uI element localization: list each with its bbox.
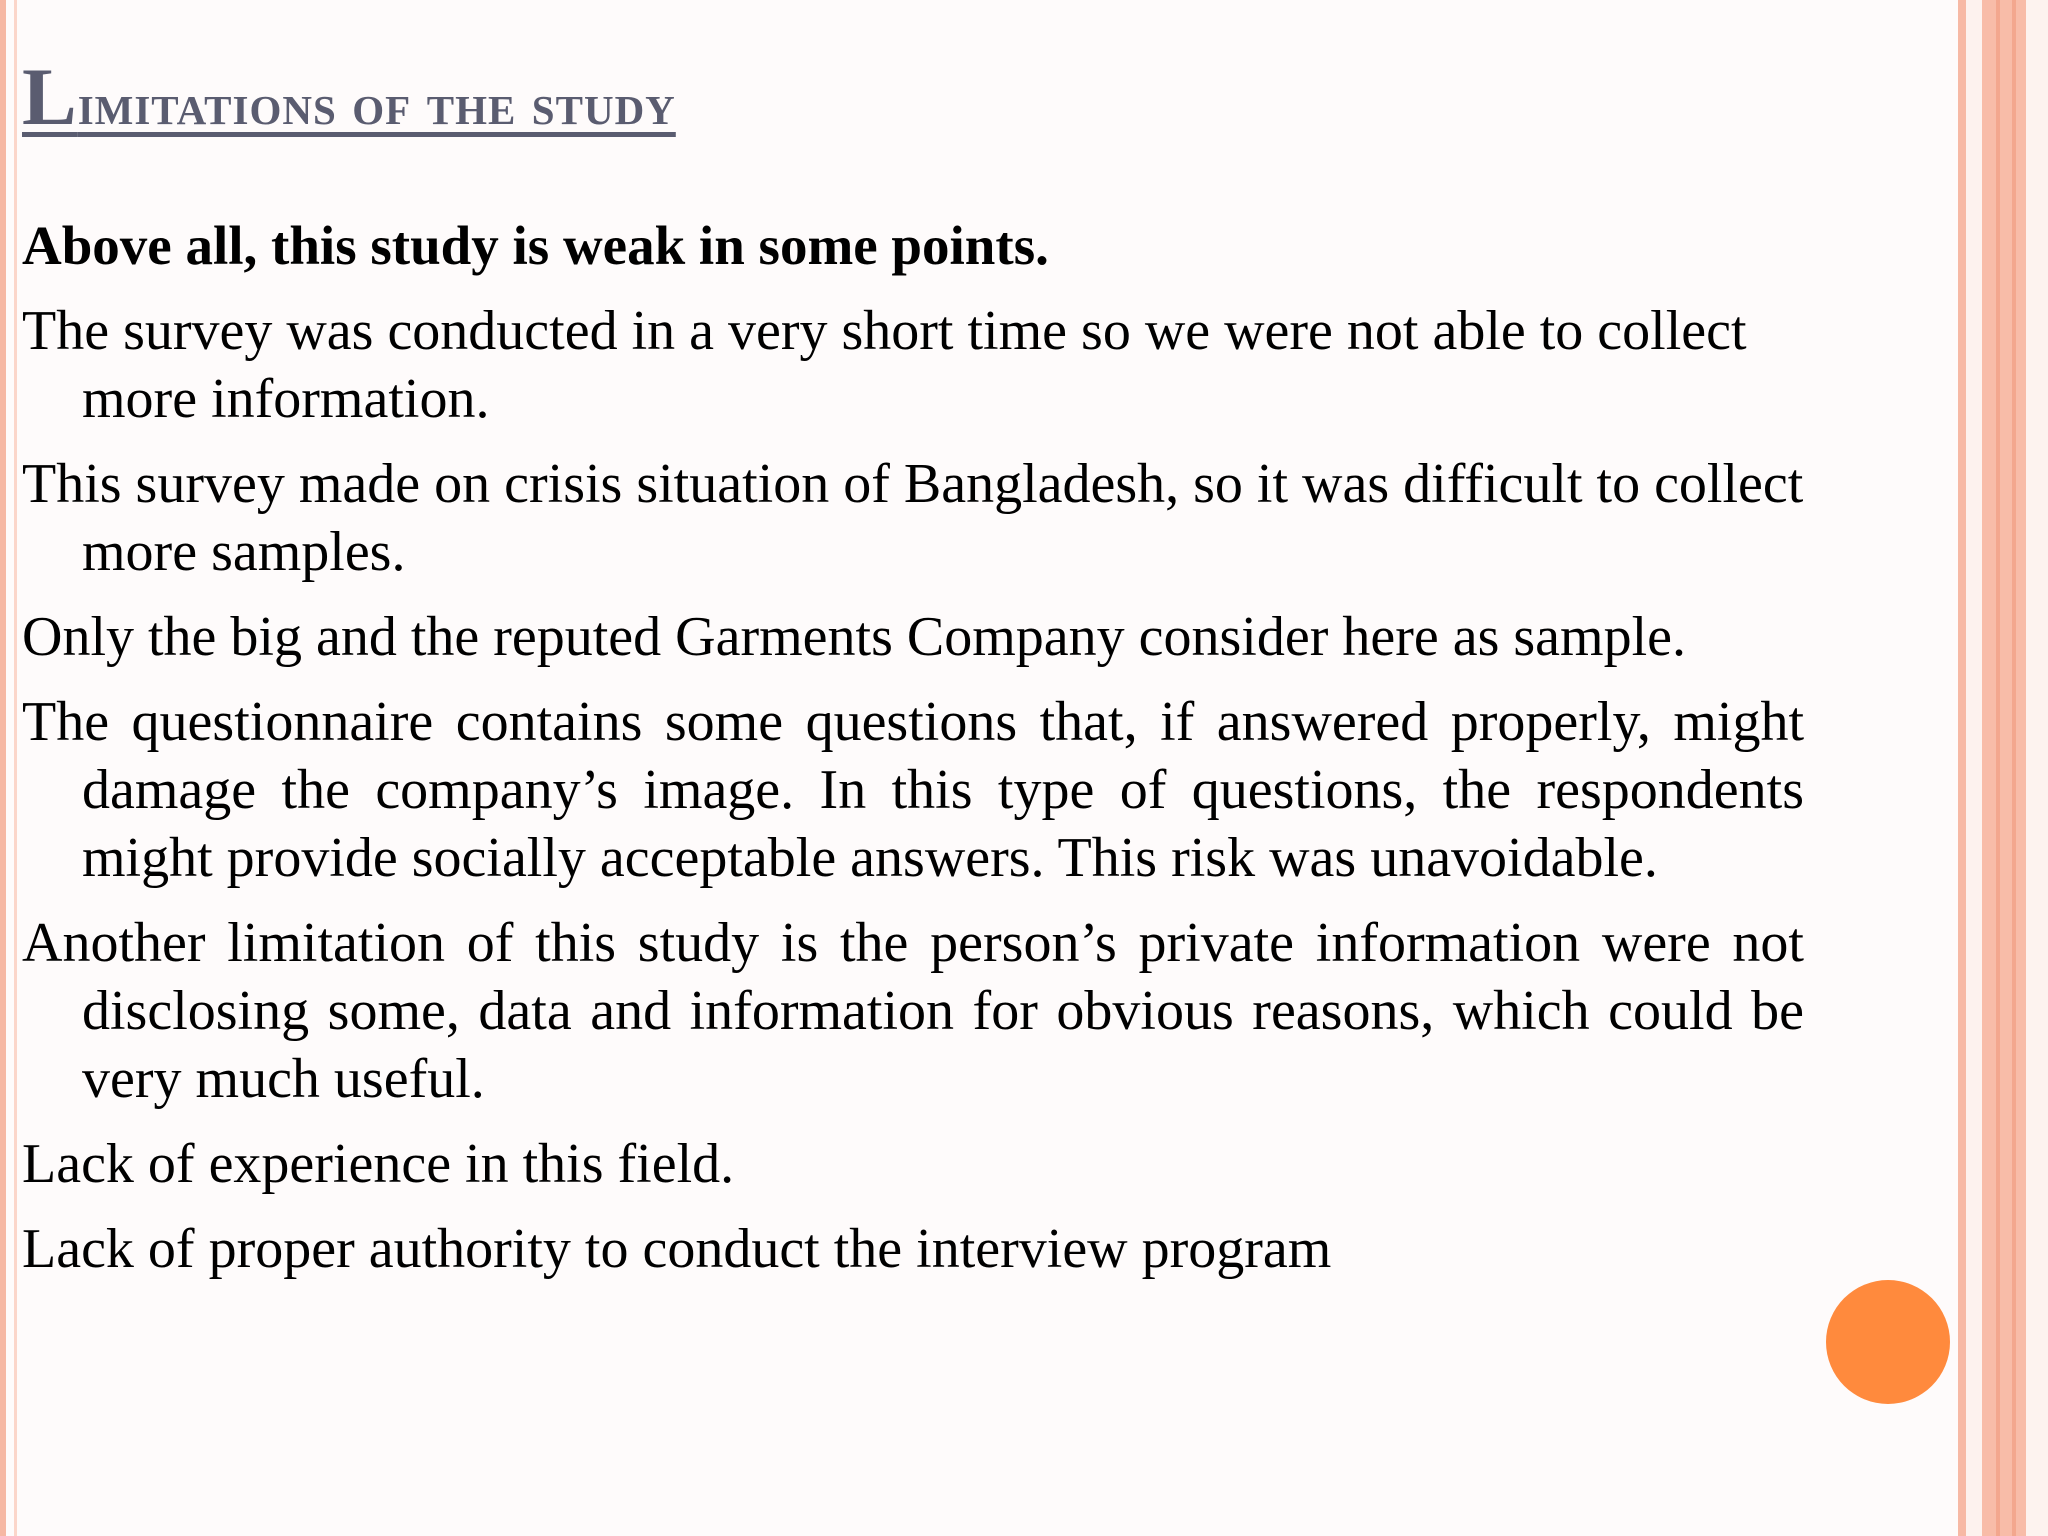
slide-title-rest: imitations of the study	[77, 72, 676, 137]
right-border-edge	[2026, 0, 2048, 1536]
right-border-band	[1982, 0, 2026, 1536]
left-border-inner-stripe	[14, 0, 17, 1536]
lead-statement: Above all, this study is weak in some points.	[22, 215, 1049, 276]
limitation-point-5: Another limitation of this study is the person’s private information were not disclosing some, data and information for obvious reasons, which could be very much useful.	[22, 912, 1804, 1110]
slide-title-initial: L	[22, 51, 78, 142]
limitation-point-6: Lack of experience in this field.	[22, 1133, 735, 1195]
decorative-orange-circle	[1826, 1280, 1950, 1404]
limitation-point-3: Only the big and the reputed Garments Company consider here as sample.	[22, 606, 1686, 668]
slide-body	[22, 212, 1804, 1300]
slide-title	[22, 48, 676, 146]
right-border-gap	[1966, 0, 1982, 1536]
limitation-point-1: The survey was conducted in a very short time so we were not able to collect more information.	[22, 300, 1747, 430]
right-border-thin-stripe	[1958, 0, 1966, 1536]
right-border-line-2	[2012, 0, 2016, 1536]
left-border-stripe	[0, 0, 6, 1536]
right-border-line-1	[1996, 0, 2000, 1536]
limitation-point-7: Lack of proper authority to conduct the interview program	[22, 1218, 1332, 1280]
limitation-point-2: This survey made on crisis situation of Bangladesh, so it was difficult to collect more samples.	[22, 453, 1804, 583]
limitation-point-4: The questionnaire contains some questions that, if answered properly, might damage the company’s image. In this type of questions, the respondents might provide socially acceptable answers. This risk was unavoidable.	[22, 691, 1804, 889]
